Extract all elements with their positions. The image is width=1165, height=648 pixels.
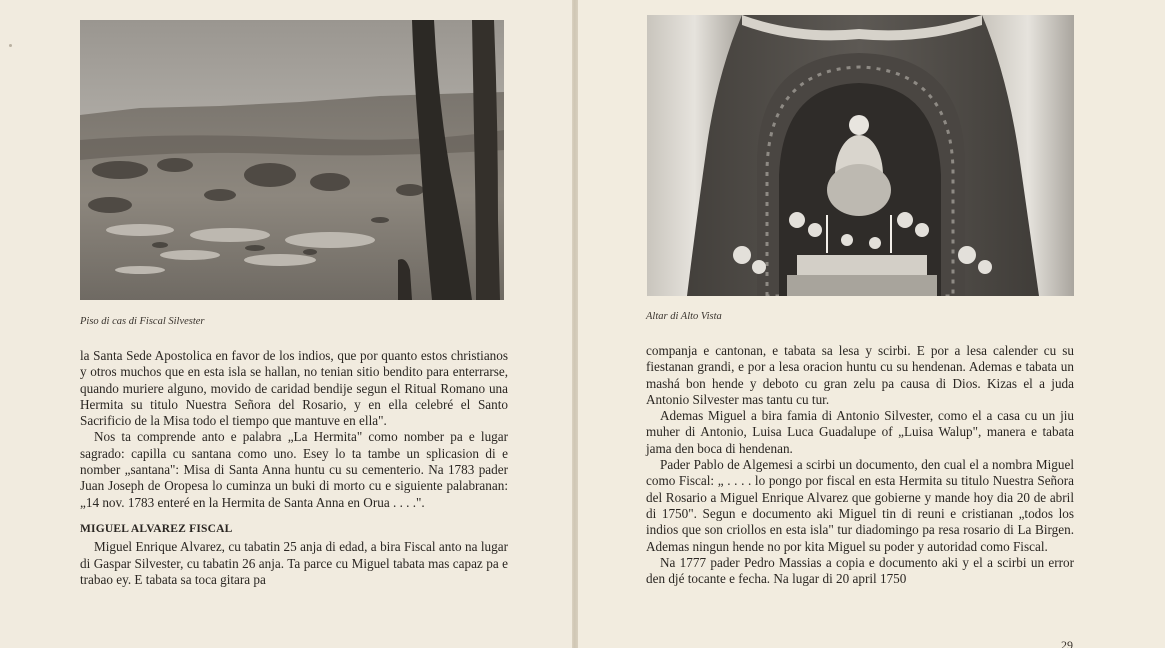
photo-altar-alto-vista <box>647 15 1074 296</box>
right-text-column <box>646 343 1074 587</box>
photo-caption: Altar di Alto Vista <box>646 311 722 322</box>
left-page <box>0 0 572 648</box>
paragraph: la Santa Sede Apostolica en favor de los indios, que por quanto estos christianos y otros muchos que en esta isla se hallan, no tenian sitio bendito para enterrarse, quando muriere alguno, movido de caridad bendije segun el Ritual Romano una Hermita su titulo Nuestra Señora del Rosario, y en ella celebré el Santo Sacrificio de la Misa todo el tiempo que mantuve en ella". <box>80 348 508 429</box>
paragraph: companja e cantonan, e tabata sa lesa y scirbi. E por a lesa calender cu su fiestanan grandi, e por a lesa oracion huntu cu su hendenan. Ademas e tabata un mashá bon hende y deboto cu gran zelu pa causa di Dios. Kizas el a juda Antonio Silvester mas tantu cu tur. <box>646 343 1074 407</box>
paragraph: Nos ta comprende anto e palabra „La Hermita" como nomber pa e lugar sagrado: capilla cu santana como uno. Esey lo ta tambe un splicasion di e nomber „santana": Misa di Santa Anna huntu cu su cementerio. Na 1783 pader Juan Joseph de Oropesa lo cuminza un buki di morto cu e siguiente palabranan: „14 nov. 1783 enteré en la Hermita de Santa Anna en Orua . . . .". <box>80 429 508 510</box>
page-number: 29 <box>1061 638 1073 648</box>
paper-speck <box>9 44 12 47</box>
paragraph: Ademas Miguel a bira famia di Antonio Silvester, como el a casa cu un jiu muher di Antonio, Luisa Luca Guadalupe of „Luisa Walup", manera e tabata jama den boca di hendenan. <box>646 408 1074 456</box>
left-text-column <box>80 348 508 588</box>
photo-caption: Piso di cas di Fiscal Silvester <box>80 316 205 327</box>
paragraph: Pader Pablo de Algemesi a scirbi un documento, den cual el a nombra Miguel como Fiscal: „ . . . . lo pongo por fiscal en esta Hermita su titulo Nuestra Señora del Rosario a Miguel Enrique Alvarez que gobierne y mande hoy dia 20 de abril di 1750". Segun e documento aki Miguel tin di reuni e cristianan „todos los indios que son criollos en esta isla" tur diadomingo pa resa rosario di La Birgen. Ademas ningun hende no por kita Miguel su poder y autoridad como Fiscal. <box>646 457 1074 554</box>
paragraph: Miguel Enrique Alvarez, cu tabatin 25 anja di edad, a bira Fiscal anto na lugar di Gaspar Silvester, cu tabatin 26 anja. Ta parce cu Miguel tabata mas capaz pa e trabao ey. E tabata sa toca gitara pa <box>80 539 508 587</box>
section-heading: MIGUEL ALVAREZ FISCAL <box>80 522 233 535</box>
right-page <box>578 0 1165 648</box>
photo-landscape-cas-fiscal <box>80 20 504 300</box>
paragraph: Na 1777 pader Pedro Massias a copia e documento aki y el a scirbi un error den djé tocante e fecha. Na lugar di 20 april 1750 <box>646 554 1074 587</box>
